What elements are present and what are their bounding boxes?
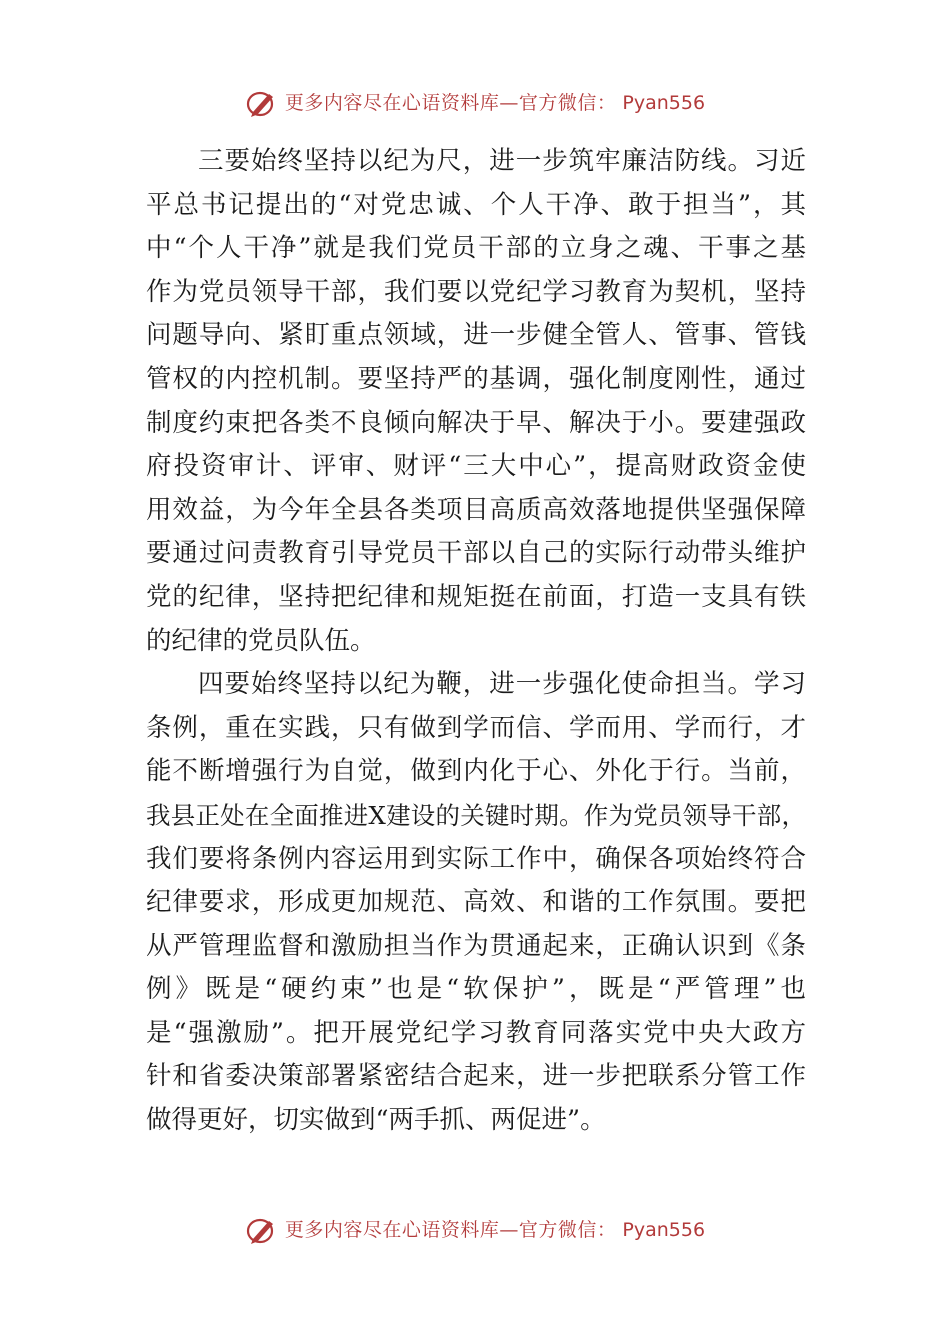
- text-line: 做得更好，切实做到“两手抓、两促进”。: [146, 1105, 606, 1136]
- document-body: [146, 140, 806, 1143]
- watermark-text: 更多内容尽在心语资料库—官方微信：: [284, 1219, 617, 1241]
- text-line: 三要始终坚持以纪为尺，进一步筑牢廉洁防线。习近: [198, 146, 806, 176]
- text-line: 要通过问责教育引导党员干部以自己的实际行动带头维护: [146, 538, 806, 569]
- text-line: 制度约束把各类不良倾向解决于早、解决于小。要建强政: [146, 407, 806, 438]
- text-line: 府投资审计、评审、财评“三大中心”，提高财政资金使: [146, 451, 806, 482]
- text-line: 例》既是“硬约束”也是“软保护”，既是“严管理”也: [146, 974, 806, 1005]
- pen-circle-logo-icon: [245, 1215, 279, 1245]
- text-line: 中“个人干净”就是我们党员干部的立身之魂、干事之基: [146, 233, 806, 264]
- paragraph-2: [146, 663, 806, 1143]
- paragraph-1: [146, 140, 806, 663]
- text-line: 能不断增强行为自觉，做到内化于心、外化于行。当前，: [146, 756, 806, 787]
- text-line: 平总书记提出的“对党忠诚、个人干净、敢于担当”，其: [146, 189, 806, 220]
- pen-circle-logo-icon: [245, 88, 279, 118]
- text-line: 纪律要求，形成更加规范、高效、和谐的工作氛围。要把: [146, 887, 806, 918]
- watermark-wechat-id: Pyan556: [622, 1219, 706, 1241]
- text-line: 四要始终坚持以纪为鞭，进一步强化使命担当。学习: [198, 669, 806, 700]
- text-line: 从严管理监督和激励担当作为贯通起来，正确认识到《条: [146, 930, 806, 961]
- text-line: 的纪律的党员队伍。: [146, 625, 376, 656]
- header-watermark: [0, 88, 950, 118]
- text-line: 条例，重在实践，只有做到学而信、学而用、学而行，才: [146, 712, 806, 743]
- footer-watermark: [0, 1215, 950, 1245]
- text-line: 我们要将条例内容运用到实际工作中，确保各项始终符合: [146, 843, 806, 874]
- text-line: 党的纪律，坚持把纪律和规矩挺在前面，打造一支具有铁: [146, 581, 806, 612]
- text-line: 管权的内控机制。要坚持严的基调，强化制度刚性，通过: [146, 363, 806, 394]
- text-line: 我县正处在全面推进X建设的关键时期。作为党员领导干部，: [146, 800, 806, 830]
- watermark-wechat-id: Pyan556: [622, 92, 706, 114]
- text-line: 用效益，为今年全县各类项目高质高效落地提供坚强保障: [146, 494, 806, 525]
- watermark-text: 更多内容尽在心语资料库—官方微信：: [284, 92, 617, 114]
- text-line: 作为党员领导干部，我们要以党纪学习教育为契机，坚持: [146, 276, 806, 307]
- text-line: 是“强激励”。把开展党纪学习教育同落实党中央大政方: [146, 1017, 806, 1048]
- text-line: 针和省委决策部署紧密结合起来，进一步把联系分管工作: [146, 1061, 806, 1092]
- text-line: 问题导向、紧盯重点领域，进一步健全管人、管事、管钱: [146, 320, 806, 351]
